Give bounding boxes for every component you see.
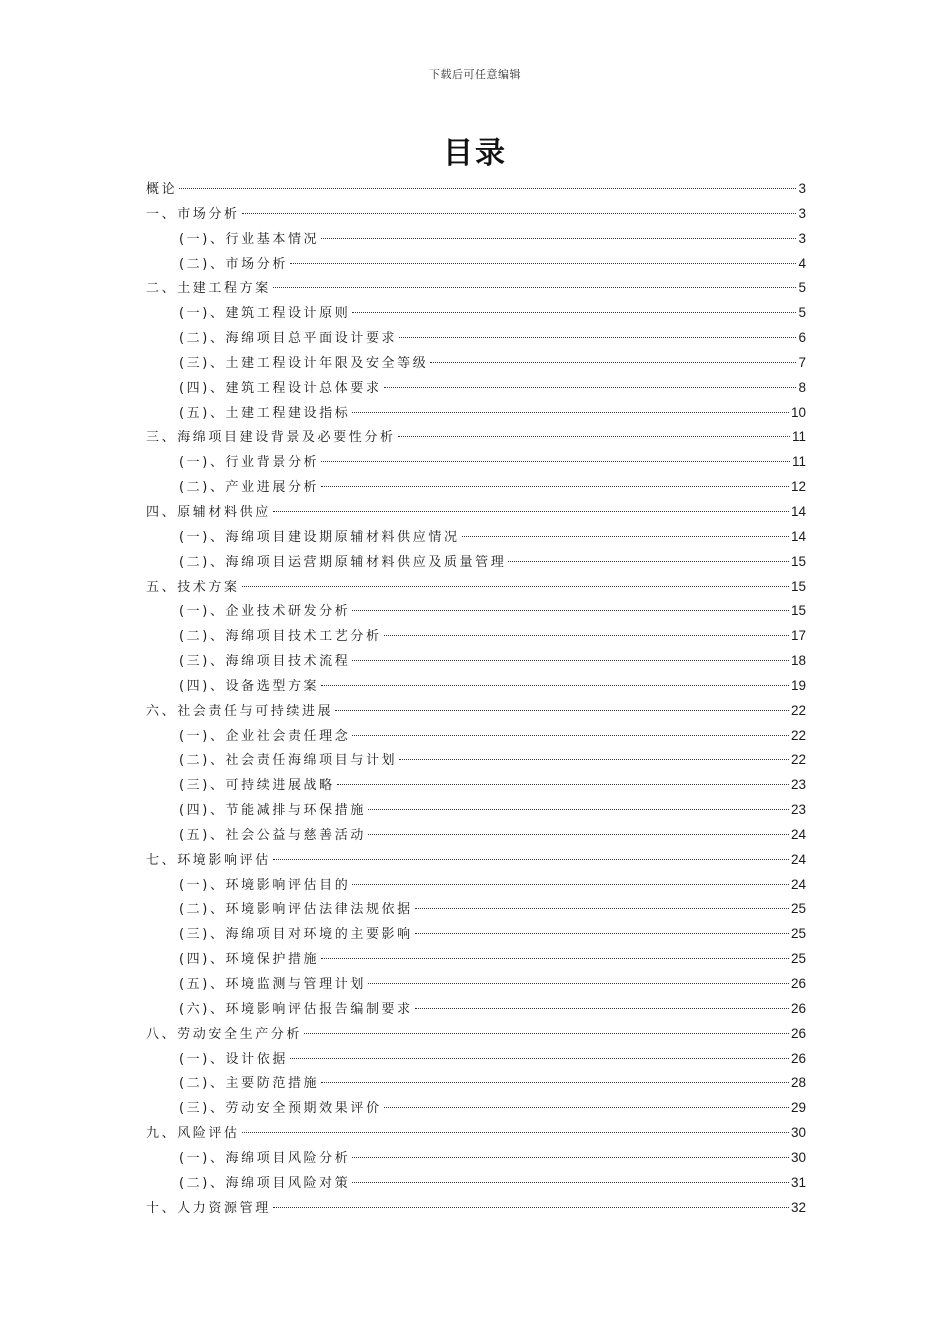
toc-entry-label: (一)、设计依据 xyxy=(179,1051,288,1067)
toc-entry-label: 一、市场分析 xyxy=(146,206,240,222)
toc-entry-page-number: 30 xyxy=(790,1125,806,1141)
toc-entry-page-number: 14 xyxy=(790,528,806,544)
toc-entry-label: (二)、海绵项目总平面设计要求 xyxy=(179,331,398,347)
dot-leader xyxy=(242,213,797,214)
toc-entry-label: (一)、行业基本情况 xyxy=(179,231,320,247)
toc-entry-subsection[interactable] xyxy=(146,947,806,972)
toc-entry-page-number: 29 xyxy=(790,1100,806,1116)
dot-leader xyxy=(352,1182,789,1183)
dot-leader xyxy=(321,958,789,959)
dot-leader xyxy=(352,660,789,661)
toc-entry-label: 四、原辅材料供应 xyxy=(146,504,271,520)
dot-leader xyxy=(304,1033,789,1034)
toc-entry-subsection[interactable] xyxy=(146,972,806,997)
toc-entry-page-number: 14 xyxy=(790,503,806,519)
toc-entry-label: (四)、环境保护措施 xyxy=(179,952,320,968)
toc-entry-page-number: 24 xyxy=(790,876,806,892)
dot-leader xyxy=(321,1082,789,1083)
toc-entry-page-number: 10 xyxy=(790,404,806,420)
toc-entry-subsection[interactable] xyxy=(146,674,806,699)
toc-entry-section[interactable] xyxy=(146,425,806,450)
toc-entry-subsection[interactable] xyxy=(146,475,806,500)
toc-entry-page-number: 19 xyxy=(790,677,806,693)
toc-entry-subsection[interactable] xyxy=(146,227,806,252)
toc-entry-section[interactable] xyxy=(146,1121,806,1146)
toc-entry-label: (一)、企业技术研发分析 xyxy=(179,604,351,620)
toc-entry-subsection[interactable] xyxy=(146,1096,806,1121)
toc-entry-page-number: 5 xyxy=(798,280,806,296)
dot-leader xyxy=(462,536,789,537)
dot-leader xyxy=(368,834,789,835)
dot-leader xyxy=(242,1132,789,1133)
dot-leader xyxy=(290,263,797,264)
toc-entry-section[interactable] xyxy=(146,848,806,873)
toc-entry-label: 七、环境影响评估 xyxy=(146,852,271,868)
dot-leader xyxy=(399,759,789,760)
dot-leader xyxy=(321,238,796,239)
header-note: 下载后可任意编辑 xyxy=(429,68,521,81)
page-title: 目录 xyxy=(443,136,507,171)
toc-entry-subsection[interactable] xyxy=(146,351,806,376)
toc-entry-subsection[interactable] xyxy=(146,922,806,947)
dot-leader xyxy=(415,933,789,934)
dot-leader xyxy=(321,685,789,686)
toc-entry-page-number: 3 xyxy=(798,230,806,246)
toc-entry-page-number: 23 xyxy=(790,802,806,818)
dot-leader xyxy=(368,983,789,984)
toc-entry-label: 九、风险评估 xyxy=(146,1126,240,1142)
toc-entry-label: (二)、社会责任海绵项目与计划 xyxy=(179,753,398,769)
toc-entry-label: (五)、环境监测与管理计划 xyxy=(179,977,366,992)
toc-entry-label: (三)、海绵项目技术流程 xyxy=(179,654,351,670)
toc-entry-label: (二)、环境影响评估法律法规依据 xyxy=(179,902,413,918)
toc-entry-subsection[interactable] xyxy=(146,1071,806,1096)
dot-leader xyxy=(273,1207,789,1208)
dot-leader xyxy=(273,287,797,288)
dot-leader xyxy=(430,362,796,363)
dot-leader xyxy=(242,586,789,587)
toc-entry-label: (一)、企业社会责任理念 xyxy=(179,728,351,744)
toc-entry-subsection[interactable] xyxy=(146,525,806,550)
toc-entry-label: (二)、海绵项目技术工艺分析 xyxy=(179,629,382,645)
toc-entry-subsection[interactable] xyxy=(146,450,806,475)
toc-entry-label: (二)、海绵项目运营期原辅材料供应及质量管理 xyxy=(179,554,507,570)
toc-entry-section[interactable] xyxy=(146,1196,806,1221)
toc-entry-page-number: 24 xyxy=(790,851,806,867)
toc-entry-page-number: 4 xyxy=(798,255,806,271)
toc-entry-page-number: 26 xyxy=(790,1000,806,1016)
toc-entry-label: (一)、建筑工程设计原则 xyxy=(179,306,351,322)
toc-entry-subsection[interactable] xyxy=(146,798,806,823)
dot-leader xyxy=(321,461,790,462)
toc-entry-label: (四)、建筑工程设计总体要求 xyxy=(179,380,382,396)
dot-leader xyxy=(337,784,789,785)
toc-entry-page-number: 25 xyxy=(790,926,806,942)
toc-entry-page-number: 28 xyxy=(790,1075,806,1091)
toc-entry-label: (一)、海绵项目建设期原辅材料供应情况 xyxy=(179,529,460,545)
toc-entry-subsection[interactable] xyxy=(146,873,806,898)
toc-entry-subsection[interactable] xyxy=(146,997,806,1022)
toc-entry-page-number: 22 xyxy=(790,752,806,768)
dot-leader xyxy=(352,312,796,313)
dot-leader xyxy=(384,1107,789,1108)
toc-entry-subsection[interactable] xyxy=(146,599,806,624)
toc-entry-subsection[interactable] xyxy=(146,897,806,922)
toc-entry-subsection[interactable] xyxy=(146,1047,806,1072)
toc-entry-page-number: 15 xyxy=(790,578,806,594)
toc-entry-label: 五、技术方案 xyxy=(146,579,240,595)
dot-leader xyxy=(352,610,789,611)
toc-entry-section[interactable] xyxy=(146,500,806,525)
toc-entry-section[interactable] xyxy=(146,276,806,301)
toc-entry-page-number: 3 xyxy=(798,181,806,196)
toc-entry-page-number: 23 xyxy=(790,777,806,793)
toc-entry-subsection[interactable] xyxy=(146,1146,806,1171)
toc-entry-section[interactable] xyxy=(146,699,806,724)
dot-leader xyxy=(384,387,797,388)
toc-entry-subsection[interactable] xyxy=(146,773,806,798)
toc-entry-label: (二)、主要防范措施 xyxy=(179,1076,320,1092)
toc-entry-subsection[interactable] xyxy=(146,252,806,277)
toc-entry-subsection[interactable] xyxy=(146,724,806,749)
toc-entry-page-number: 25 xyxy=(790,901,806,917)
toc-entry-label: 概论 xyxy=(146,182,178,197)
toc-entry-label: (三)、海绵项目对环境的主要影响 xyxy=(179,927,413,943)
toc-entry-page-number: 22 xyxy=(790,702,806,718)
toc-entry-subsection[interactable] xyxy=(146,624,806,649)
toc-entry-label: (三)、土建工程设计年限及安全等级 xyxy=(179,355,429,371)
dot-leader xyxy=(398,436,790,437)
toc-entry-page-number: 32 xyxy=(790,1199,806,1215)
toc-entry-label: (四)、节能减排与环保措施 xyxy=(179,803,366,819)
dot-leader xyxy=(384,635,789,636)
dot-leader xyxy=(415,908,789,909)
toc-entry-page-number: 6 xyxy=(798,330,806,346)
toc-entry-subsection[interactable] xyxy=(146,301,806,326)
toc-entry-page-number: 26 xyxy=(790,1050,806,1066)
dot-leader xyxy=(508,561,789,562)
dot-leader xyxy=(352,884,789,885)
toc-entry-label: (五)、社会公益与慈善活动 xyxy=(179,827,366,843)
toc-entry-subsection[interactable] xyxy=(146,1171,806,1196)
toc-entry-subsection[interactable] xyxy=(146,401,806,426)
toc-entry-subsection[interactable] xyxy=(146,326,806,351)
toc-entry-section[interactable] xyxy=(146,575,806,600)
toc-entry-label: (一)、行业背景分析 xyxy=(179,455,320,471)
toc-entry-label: (一)、海绵项目风险分析 xyxy=(179,1150,351,1166)
toc-entry-label: (三)、可持续进展战略 xyxy=(179,778,335,794)
dot-leader xyxy=(290,1058,789,1059)
toc-entry-section[interactable] xyxy=(146,1022,806,1047)
dot-leader xyxy=(179,188,796,189)
dot-leader xyxy=(399,337,796,338)
toc-entry-label: (三)、劳动安全预期效果评价 xyxy=(179,1101,382,1117)
dot-leader xyxy=(352,1157,789,1158)
toc-entry-page-number: 15 xyxy=(790,553,806,569)
toc-entry-page-number: 24 xyxy=(790,826,806,842)
toc-entry-subsection[interactable] xyxy=(146,649,806,674)
toc-entry-label: (五)、土建工程建设指标 xyxy=(179,405,351,421)
toc-entry-subsection[interactable] xyxy=(146,748,806,773)
dot-leader xyxy=(273,511,789,512)
toc-entry-label: 二、土建工程方案 xyxy=(146,281,271,297)
toc-entry-label: 十、人力资源管理 xyxy=(146,1200,271,1216)
toc-entry-subsection[interactable] xyxy=(146,550,806,575)
toc-entry-label: 八、劳动安全生产分析 xyxy=(146,1026,303,1042)
dot-leader xyxy=(321,486,789,487)
toc-entry-page-number: 12 xyxy=(790,479,806,495)
toc-entry-label: (二)、产业进展分析 xyxy=(179,480,320,496)
toc-entry-page-number: 18 xyxy=(790,653,806,669)
toc-entry-label: (四)、设备选型方案 xyxy=(179,678,320,694)
toc-entry-page-number: 25 xyxy=(790,951,806,967)
toc-entry-subsection[interactable] xyxy=(146,376,806,401)
toc-entry-label: 三、海绵项目建设背景及必要性分析 xyxy=(146,430,396,446)
toc-entry-label: (二)、海绵项目风险对策 xyxy=(179,1175,351,1191)
toc-entry-page-number: 5 xyxy=(798,305,806,321)
table-of-contents xyxy=(146,177,806,1220)
toc-entry-page-number: 22 xyxy=(790,727,806,743)
dot-leader xyxy=(335,710,789,711)
toc-entry-page-number: 31 xyxy=(790,1174,806,1190)
toc-entry-label: (六)、环境影响评估报告编制要求 xyxy=(179,1001,413,1017)
dot-leader xyxy=(273,859,789,860)
toc-entry-page-number: 8 xyxy=(798,379,806,395)
toc-entry-label: 六、社会责任与可持续进展 xyxy=(146,703,334,719)
toc-entry-page-number: 17 xyxy=(790,628,806,644)
toc-entry-label: (二)、市场分析 xyxy=(179,256,288,272)
toc-entry-page-number: 30 xyxy=(790,1149,806,1165)
toc-entry-section[interactable] xyxy=(146,202,806,227)
dot-leader xyxy=(415,1008,789,1009)
dot-leader xyxy=(352,735,789,736)
toc-entry-page-number: 3 xyxy=(798,205,806,221)
toc-entry-subsection[interactable] xyxy=(146,823,806,848)
toc-entry-label: (一)、环境影响评估目的 xyxy=(179,877,351,893)
toc-entry-page-number: 7 xyxy=(798,354,806,370)
toc-entry-page-number: 26 xyxy=(790,976,806,991)
toc-entry-page-number: 15 xyxy=(790,603,806,619)
dot-leader xyxy=(352,412,789,413)
dot-leader xyxy=(368,809,789,810)
toc-entry-page-number: 11 xyxy=(791,454,806,470)
toc-entry-page-number: 11 xyxy=(791,429,806,445)
toc-entry-section[interactable] xyxy=(146,177,806,202)
toc-entry-page-number: 26 xyxy=(790,1025,806,1041)
